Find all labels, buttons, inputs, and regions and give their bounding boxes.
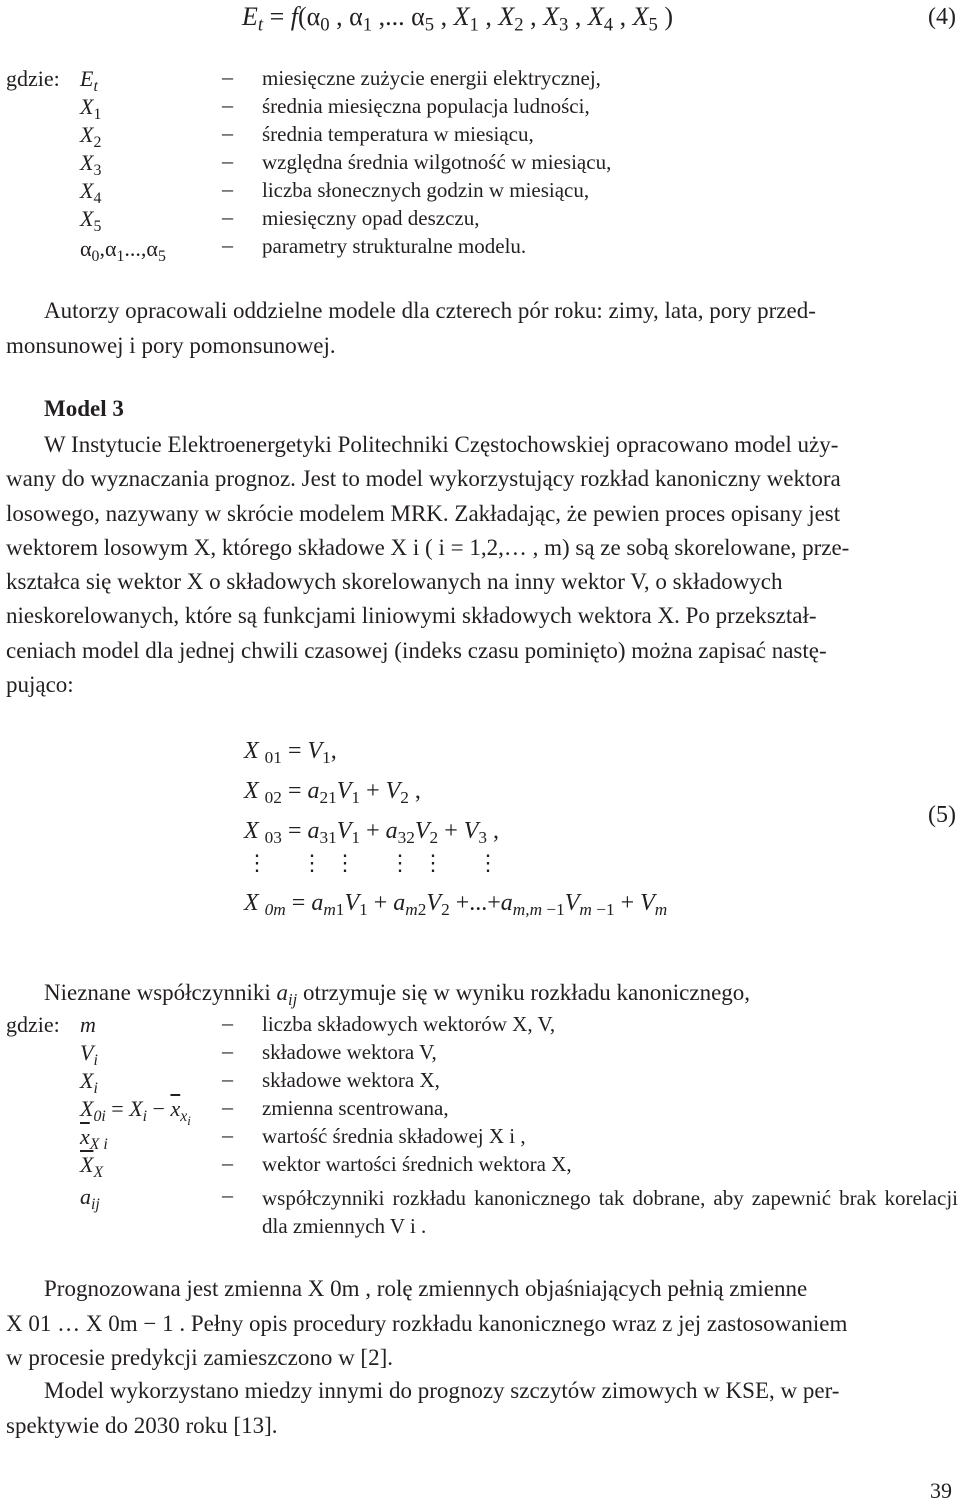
dash: –	[222, 1038, 233, 1063]
equation-5-number: (5)	[928, 802, 956, 828]
paragraph-line: Prognozowana jest zmienna X 0m , rolę zmiennych objaśniających pełnią zmienne	[44, 1276, 808, 1301]
dash: –	[222, 1150, 233, 1175]
equation-5-line: X $_{0m} = a_{m1}V_1 + a_{m2}V_2 +...+a_{m,m}$ $_{-1}V_m$ $_{-1} + V_m$	[244, 890, 668, 920]
def-symbol-X4: $X_4$	[80, 178, 102, 207]
paragraph-line: Model wykorzystano miedzy innymi do prognozy szczytów zimowych w KSE, w per-	[44, 1378, 840, 1403]
paragraph	[6, 428, 958, 702]
dash: –	[222, 1122, 233, 1147]
equation-5-line: X $_{03} = a_{31}V_1 + a_{32}V_2 + V_3$ ,	[244, 818, 500, 848]
definition-text: wektor wartości średnich wektora X,	[262, 1152, 572, 1176]
equation-5-line: X $_{02} = a_{21}V_1 + V_2$ ,	[244, 778, 421, 808]
definition-text: składowe wektora X,	[262, 1068, 440, 1092]
dash: –	[222, 176, 233, 201]
definition-text: współczynniki rozkładu kanonicznego tak dobrane, aby zapewnić brak korelacji dla zmiennych V i .	[262, 1186, 958, 1238]
paragraph-line: kształca się wektor X o składowych skorelowanych na inny wektor V, o składowych	[6, 569, 783, 595]
dash: –	[222, 1094, 233, 1119]
definition-text: parametry strukturalne modelu.	[262, 234, 527, 258]
dash: –	[222, 148, 233, 173]
equation-5-line: X $_{01} = V_1$,	[244, 738, 337, 768]
paragraph	[6, 1374, 958, 1443]
paragraph	[6, 1272, 958, 1376]
def-symbol-X2: $X_2$	[80, 122, 102, 151]
paragraph-line: X 01 … X 0m − 1 . Pełny opis procedury rozkładu kanonicznego wraz z jej zastosowaniem	[6, 1310, 848, 1336]
paragraph: Nieznane współczynniki $a_{ij}$ otrzymuje się w wyniku rozkładu kanonicznego,	[44, 980, 751, 1009]
paragraph-line: W Instytucie Elektroenergetyki Politechniki Częstochowskiej opracowano model uży-	[44, 432, 839, 457]
paragraph-line: monsunowej i pory pomonsunowej.	[6, 332, 336, 358]
definition-text: miesięczne zużycie energii elektrycznej,	[262, 66, 601, 90]
page-number: 39	[930, 1478, 952, 1503]
paragraph-line: ceniach model dla jednej chwili czasowej (indeks czasu pominięto) można zapisać nastę-	[6, 637, 827, 663]
paragraph-line: losowego, nazywany w skrócie modelem MRK. Zakładając, że pewien proces opisany jest	[6, 500, 841, 526]
paragraph-line: wektorem losowym X, którego składowe X i ( i = 1,2,… , m) są ze sobą skorelowane, prze-	[6, 534, 850, 560]
definition-text: liczba słonecznych godzin w miesiącu,	[262, 178, 590, 202]
paragraph-line: pująco:	[6, 672, 74, 698]
definition-text: względna średnia wilgotność w miesiącu,	[262, 150, 612, 174]
dash: –	[222, 64, 233, 89]
def-symbol-X3: $X_3$	[80, 150, 102, 179]
dash: –	[222, 1182, 233, 1207]
definition-text: miesięczny opad deszczu,	[262, 206, 480, 230]
def-symbol-Et: $E_t$	[80, 66, 98, 95]
definition-text: średnia miesięczna populacja ludności,	[262, 94, 590, 118]
def-symbol-aij: $a_{ij}$	[80, 1184, 100, 1213]
definition-text: wartość średnia składowej X i ,	[262, 1124, 526, 1148]
equation-4-number: (4)	[928, 4, 956, 30]
def-symbol-alphas: $\alpha_0,\alpha_1...,\alpha_5$	[80, 236, 166, 265]
def-symbol-X1: $X_1$	[80, 94, 102, 123]
definition-text: liczba składowych wektorów X, V,	[262, 1012, 556, 1036]
dash: –	[222, 120, 233, 145]
def-symbol-mean-vector: $\overline{X}_X$	[80, 1152, 104, 1181]
definition-text: składowe wektora V,	[262, 1040, 437, 1064]
def-symbol-Vi: $V_i$	[80, 1040, 98, 1069]
paragraph-line: spektywie do 2030 roku [13].	[6, 1412, 278, 1438]
equation-5-vdots: ⋮ ⋮ ⋮ ⋮ ⋮ ⋮	[246, 850, 499, 875]
dash: –	[222, 204, 233, 229]
def-symbol-X0i: $X_{0i} = X_i - \overline{x}_{x_i}$	[80, 1096, 191, 1128]
paragraph-line: w procesie predykcji zamieszczono w [2].	[6, 1345, 394, 1370]
equation-4: $E_t = f(\alpha_0$ , $\alpha_1$ ,... $\alpha_5$ , $X_1$ , $X_2$ , $X_3$ , $X_4$ , $X_5$ )	[242, 2, 674, 36]
section-heading: Model 3	[44, 396, 124, 421]
def-symbol-m: m	[80, 1012, 96, 1037]
dash: –	[222, 232, 233, 257]
def-symbol-mean-xi: $\overline{x}_{X i}$	[80, 1124, 108, 1153]
dash: –	[222, 92, 233, 117]
where-label: gdzie:	[6, 1012, 60, 1037]
dash: –	[222, 1066, 233, 1091]
paragraph	[6, 294, 958, 363]
paragraph-line: wany do wyznaczania prognoz. Jest to model wykorzystujący rozkład kanoniczny wektora	[6, 466, 841, 492]
dash: –	[222, 1010, 233, 1035]
paragraph-line: nieskorelowanych, które są funkcjami liniowymi składowych wektora X. Po przekształ-	[6, 603, 817, 629]
definition-text: średnia temperatura w miesiącu,	[262, 122, 534, 146]
def-symbol-Xi: $X_i$	[80, 1068, 98, 1097]
def-symbol-X5: $X_5$	[80, 206, 102, 235]
where-label: gdzie:	[6, 66, 60, 91]
paragraph-line: Autorzy opracowali oddzielne modele dla czterech pór roku: zimy, lata, pory przed-	[44, 298, 816, 323]
definition-text: zmienna scentrowana,	[262, 1096, 449, 1120]
